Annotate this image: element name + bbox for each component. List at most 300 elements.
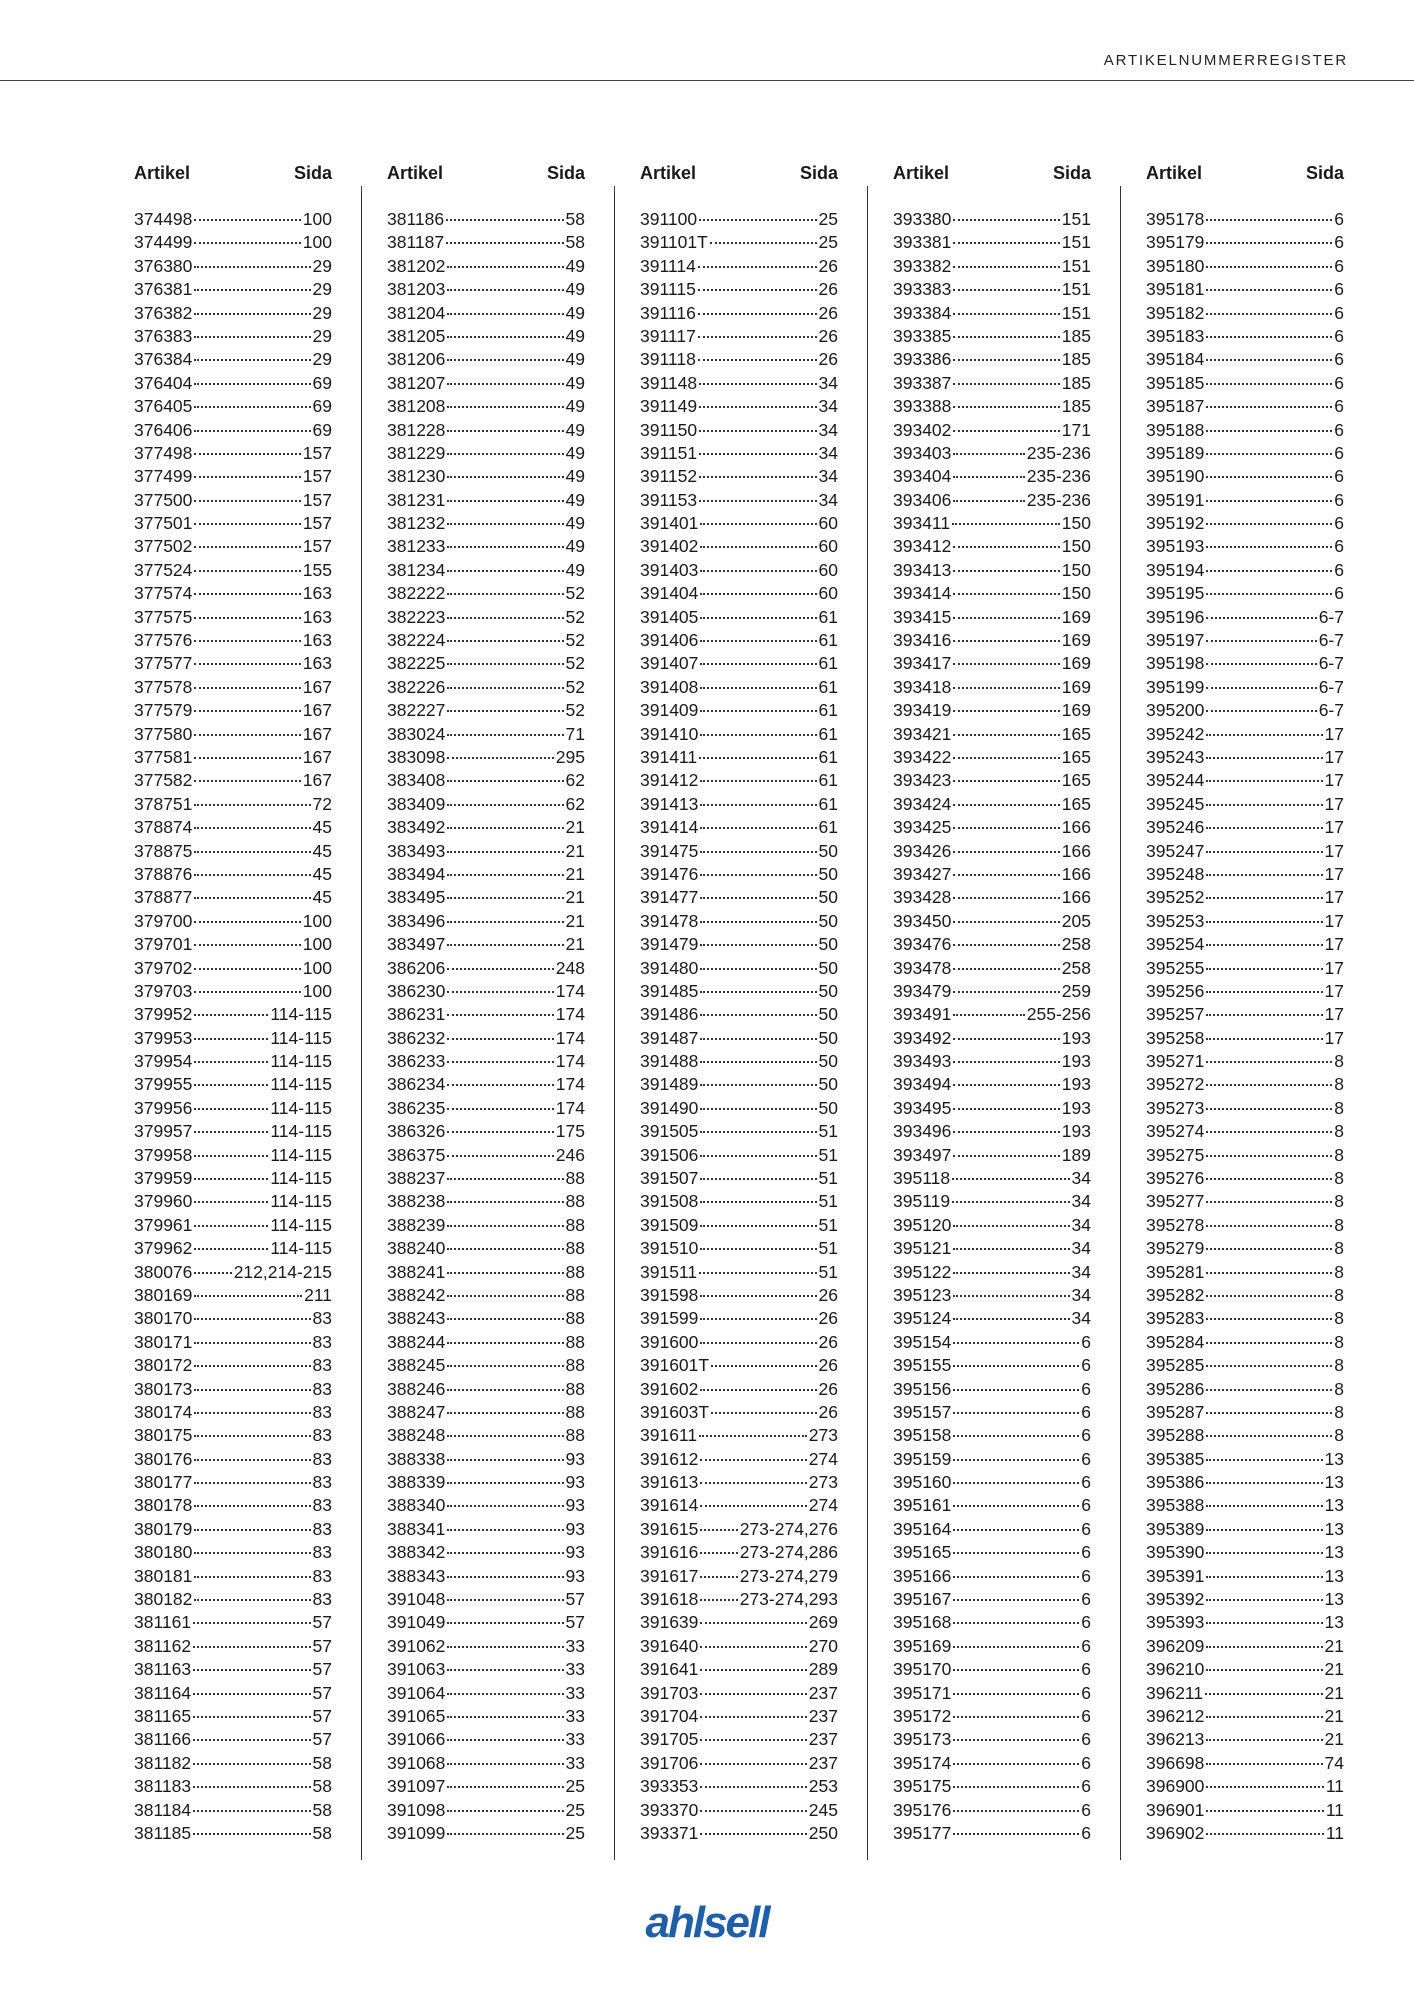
page-reference: 49 (565, 349, 585, 370)
index-row (1146, 1050, 1344, 1073)
column-body (893, 208, 1091, 1845)
index-row (893, 1494, 1091, 1517)
index-row (134, 442, 332, 465)
article-number: 393386 (893, 349, 952, 370)
dot-leader (700, 1178, 816, 1180)
page-reference: 165 (1061, 746, 1091, 767)
index-row (387, 1565, 585, 1588)
index-row (134, 535, 332, 558)
dot-leader (1206, 593, 1332, 595)
article-number: 391641 (640, 1659, 699, 1680)
article-number: 393491 (893, 1004, 952, 1025)
dot-leader (700, 804, 816, 806)
dot-leader (194, 921, 300, 923)
page-reference: 50 (818, 1097, 838, 1118)
page-reference: 88 (565, 1378, 585, 1399)
page-reference: 8 (1334, 1261, 1344, 1282)
dot-leader (193, 1739, 310, 1741)
index-row (387, 1144, 585, 1167)
page-reference: 6 (1081, 1682, 1091, 1703)
article-number: 391639 (640, 1612, 699, 1633)
article-number: 395256 (1146, 980, 1205, 1001)
dot-leader (447, 1763, 563, 1765)
page-reference: 150 (1061, 513, 1091, 534)
dot-leader (1206, 1248, 1332, 1250)
index-row (134, 395, 332, 418)
page-reference: 33 (565, 1682, 585, 1703)
index-row (640, 1003, 838, 1026)
index-row (640, 1424, 838, 1447)
article-number: 395158 (893, 1425, 952, 1446)
index-row (893, 1073, 1091, 1096)
dot-leader (1206, 897, 1322, 899)
index-row (387, 1214, 585, 1237)
page-reference: 51 (818, 1214, 838, 1235)
dot-leader (1206, 1014, 1322, 1016)
article-number: 381232 (387, 513, 446, 534)
article-number: 395272 (1146, 1074, 1205, 1095)
dot-leader (194, 1108, 268, 1110)
dot-leader (447, 359, 563, 361)
article-number: 391475 (640, 840, 699, 861)
article-number: 388237 (387, 1168, 446, 1189)
index-row (1146, 1144, 1344, 1167)
index-row (640, 1541, 838, 1564)
index-row (134, 606, 332, 629)
index-row (640, 1284, 838, 1307)
article-number: 391065 (387, 1706, 446, 1726)
dot-leader (1206, 313, 1332, 315)
page-reference: 57 (312, 1659, 332, 1680)
dot-leader (953, 757, 1059, 759)
index-row (640, 1401, 838, 1424)
index-row (1146, 1658, 1344, 1681)
page-reference: 88 (565, 1238, 585, 1259)
index-row (893, 1635, 1091, 1658)
article-number: 391509 (640, 1214, 699, 1235)
index-row (1146, 863, 1344, 886)
dot-leader (953, 944, 1059, 946)
index-row (893, 1097, 1091, 1120)
article-number: 376383 (134, 325, 193, 346)
article-number: 395393 (1146, 1612, 1205, 1633)
article-number: 393370 (640, 1799, 699, 1820)
article-number: 391616 (640, 1542, 699, 1563)
index-row (387, 1307, 585, 1330)
page-reference: 83 (312, 1542, 332, 1563)
dot-leader (1206, 1763, 1322, 1765)
article-number: 391152 (640, 466, 698, 487)
article-number: 391599 (640, 1308, 699, 1329)
page-reference: 21 (565, 887, 585, 908)
page-reference: 6 (1334, 232, 1344, 253)
dot-leader (194, 593, 300, 595)
article-number: 395120 (893, 1214, 952, 1235)
page-reference: 93 (565, 1472, 585, 1493)
page-reference: 17 (1324, 887, 1344, 908)
index-row (640, 231, 838, 254)
article-number: 393479 (893, 980, 952, 1001)
page-reference: 45 (312, 887, 332, 908)
article-number: 395165 (893, 1542, 952, 1563)
article-number: 395274 (1146, 1121, 1205, 1142)
dot-leader (1206, 266, 1332, 268)
index-row (134, 1144, 332, 1167)
dot-leader (1206, 1529, 1322, 1531)
dot-leader (953, 1599, 1079, 1601)
page-reference: 88 (565, 1261, 585, 1282)
article-number: 391097 (387, 1776, 446, 1797)
article-number: 393426 (893, 840, 952, 861)
page-reference: 17 (1324, 840, 1344, 861)
dot-leader (194, 1599, 310, 1601)
index-row (893, 419, 1091, 442)
dot-leader (953, 804, 1059, 806)
index-row (387, 1378, 585, 1401)
article-number: 391049 (387, 1612, 446, 1633)
page-reference: 17 (1324, 980, 1344, 1001)
article-number: 393415 (893, 606, 952, 627)
index-row (1146, 1378, 1344, 1401)
page-reference: 6 (1334, 255, 1344, 276)
index-row (1146, 231, 1344, 254)
page-reference: 189 (1061, 1144, 1091, 1165)
index-row (893, 863, 1091, 886)
index-row (640, 1144, 838, 1167)
page-reference: 61 (818, 606, 838, 627)
page-reference: 34 (1071, 1168, 1091, 1189)
article-number: 380076 (134, 1261, 193, 1282)
index-row (893, 1565, 1091, 1588)
article-number: 381186 (387, 209, 445, 229)
dot-leader (193, 1786, 310, 1788)
page-reference: 167 (302, 723, 332, 744)
article-number: 393418 (893, 676, 952, 697)
dot-leader (1206, 406, 1332, 408)
page-reference: 93 (565, 1542, 585, 1563)
index-row (134, 465, 332, 488)
index-row (134, 1494, 332, 1517)
page-reference: 34 (818, 442, 838, 463)
article-number: 391404 (640, 583, 699, 604)
dot-leader (447, 1108, 553, 1110)
dot-leader (447, 1482, 563, 1484)
dot-leader (1206, 336, 1332, 338)
dot-leader (700, 1248, 816, 1250)
dot-leader (1206, 500, 1332, 502)
article-number: 388239 (387, 1214, 446, 1235)
article-number: 391114 (640, 255, 696, 276)
page-reference: 71 (565, 723, 585, 744)
dot-leader (953, 1786, 1079, 1788)
page-reference: 157 (302, 466, 332, 487)
dot-leader (1205, 1693, 1322, 1695)
article-number: 377578 (134, 676, 193, 697)
page-reference: 6 (1081, 1659, 1091, 1680)
page-reference: 205 (1061, 910, 1091, 931)
article-number: 393411 (893, 513, 951, 534)
dot-leader (953, 851, 1059, 853)
article-number: 393427 (893, 863, 952, 884)
article-number: 391603T (640, 1401, 710, 1422)
dot-leader (953, 1061, 1059, 1063)
article-number: 388244 (387, 1331, 446, 1352)
index-row (893, 1050, 1091, 1073)
index-row (387, 1682, 585, 1705)
article-number: 379701 (134, 934, 193, 955)
dot-leader (953, 266, 1059, 268)
dot-leader (447, 687, 563, 689)
dot-leader (194, 1318, 310, 1320)
article-number: 395173 (893, 1729, 952, 1750)
page-reference: 6 (1334, 325, 1344, 346)
article-number: 383495 (387, 887, 446, 908)
dot-leader (194, 1365, 310, 1367)
article-number: 395196 (1146, 606, 1205, 627)
page-reference: 8 (1334, 1168, 1344, 1189)
index-row (134, 1331, 332, 1354)
index-row (134, 1284, 332, 1307)
index-row (134, 840, 332, 863)
page-reference: 237 (808, 1729, 838, 1750)
article-number: 393412 (893, 536, 952, 557)
index-row (387, 652, 585, 675)
index-row (134, 699, 332, 722)
page-reference: 57 (565, 1589, 585, 1610)
dot-leader (1206, 1272, 1332, 1274)
article-number: 395122 (893, 1261, 952, 1282)
index-row (640, 1518, 838, 1541)
dot-leader (194, 1178, 268, 1180)
index-row (640, 1611, 838, 1634)
index-row (134, 231, 332, 254)
dot-leader (953, 1155, 1059, 1157)
article-number: 393423 (893, 770, 952, 791)
index-row (387, 1073, 585, 1096)
index-row (134, 793, 332, 816)
page-reference: 88 (565, 1214, 585, 1235)
page-reference: 235-236 (1026, 489, 1091, 510)
page-reference: 83 (312, 1518, 332, 1539)
column-header-page: Sida (1305, 162, 1344, 183)
article-number: 380181 (134, 1565, 193, 1586)
page-reference: 6 (1334, 279, 1344, 300)
article-number: 381184 (134, 1799, 192, 1820)
article-number: 383024 (387, 723, 446, 744)
index-row (893, 769, 1091, 792)
dot-leader (194, 242, 300, 244)
dot-leader (447, 1014, 553, 1016)
article-number: 391614 (640, 1495, 699, 1516)
dot-leader (194, 874, 310, 876)
article-number: 395200 (1146, 700, 1205, 721)
article-number: 395277 (1146, 1191, 1205, 1212)
page-reference: 273-274,276 (739, 1518, 838, 1539)
page-reference: 29 (312, 255, 332, 276)
page-reference: 6 (1081, 1822, 1091, 1843)
article-number: 395283 (1146, 1308, 1205, 1329)
index-row (1146, 512, 1344, 535)
page-reference: 13 (1324, 1448, 1344, 1469)
page-reference: 34 (1071, 1308, 1091, 1329)
page-reference: 114-115 (270, 1238, 332, 1259)
page-reference: 83 (312, 1472, 332, 1493)
page-reference: 6 (1081, 1472, 1091, 1493)
column-header-page: Sida (546, 162, 585, 183)
index-row (640, 582, 838, 605)
index-row (640, 629, 838, 652)
page-reference: 8 (1334, 1238, 1344, 1259)
dot-leader (194, 359, 310, 361)
dot-leader (953, 289, 1059, 291)
article-number: 377500 (134, 489, 193, 510)
dot-leader (194, 1295, 302, 1297)
article-number: 395392 (1146, 1589, 1205, 1610)
article-number: 395285 (1146, 1355, 1205, 1376)
article-number: 382227 (387, 700, 446, 721)
dot-leader (700, 1318, 816, 1320)
index-row (1146, 1167, 1344, 1190)
index-row (640, 1565, 838, 1588)
page-reference: 6 (1081, 1495, 1091, 1516)
dot-leader (1206, 1201, 1332, 1203)
article-number: 395189 (1146, 442, 1205, 463)
column-divider (867, 186, 868, 1860)
article-number: 391063 (387, 1659, 446, 1680)
article-number: 380177 (134, 1472, 193, 1493)
dot-leader (194, 1412, 310, 1414)
dot-leader (1206, 968, 1322, 970)
page-reference: 58 (565, 232, 585, 253)
dot-leader (447, 593, 563, 595)
index-row (387, 1658, 585, 1681)
page-reference: 17 (1324, 957, 1344, 978)
column-header (134, 158, 332, 188)
article-number: 377498 (134, 442, 193, 463)
page-reference: 289 (808, 1659, 838, 1680)
article-number: 395181 (1146, 279, 1205, 300)
dot-leader (953, 1529, 1079, 1531)
page-reference: 45 (312, 863, 332, 884)
article-number: 381230 (387, 466, 446, 487)
dot-leader (447, 1833, 563, 1835)
article-number: 395188 (1146, 419, 1205, 440)
index-row (1146, 723, 1344, 746)
article-number: 379953 (134, 1027, 193, 1048)
dot-leader (447, 1810, 563, 1812)
index-row (387, 606, 585, 629)
index-row (1146, 1635, 1344, 1658)
article-number: 378875 (134, 840, 193, 861)
dot-leader (953, 383, 1059, 385)
article-number: 395288 (1146, 1425, 1205, 1446)
page-reference: 169 (1061, 606, 1091, 627)
dot-leader (447, 430, 563, 432)
page-reference: 151 (1061, 279, 1091, 300)
dot-leader (447, 453, 563, 455)
index-row (640, 1588, 838, 1611)
index-row (1146, 1494, 1344, 1517)
index-row (134, 863, 332, 886)
dot-leader (1206, 710, 1316, 712)
page-reference: 26 (818, 1355, 838, 1376)
dot-leader (447, 710, 563, 712)
article-number: 395248 (1146, 863, 1205, 884)
dot-leader (194, 313, 310, 315)
index-row (893, 1822, 1091, 1845)
page-reference: 114-115 (270, 1168, 332, 1189)
page-reference: 52 (565, 630, 585, 651)
dot-leader (700, 1810, 806, 1812)
index-row (640, 489, 838, 512)
dot-leader (194, 804, 310, 806)
page-reference: 169 (1061, 653, 1091, 674)
index-row (134, 910, 332, 933)
article-number: 395174 (893, 1752, 952, 1773)
article-number: 393478 (893, 957, 952, 978)
index-row (640, 325, 838, 348)
article-number: 391405 (640, 606, 699, 627)
article-number: 391149 (640, 396, 698, 417)
page-reference: 17 (1324, 1004, 1344, 1025)
dot-leader (952, 523, 1060, 525)
dot-leader (710, 242, 817, 244)
article-number: 395170 (893, 1659, 952, 1680)
index-row (1146, 957, 1344, 980)
index-row (134, 1541, 332, 1564)
dot-leader (699, 476, 816, 478)
article-number: 388241 (387, 1261, 446, 1282)
article-number: 379962 (134, 1238, 193, 1259)
dot-leader (1206, 1084, 1332, 1086)
dot-leader (953, 1412, 1079, 1414)
article-number: 396698 (1146, 1752, 1205, 1773)
dot-leader (700, 1599, 737, 1601)
dot-leader (1206, 546, 1332, 548)
dot-leader (194, 1459, 310, 1461)
index-row (134, 559, 332, 582)
index-row (134, 1728, 332, 1751)
dot-leader (953, 1763, 1079, 1765)
page-reference: 26 (818, 325, 838, 346)
article-number: 391489 (640, 1074, 699, 1095)
index-row (893, 465, 1091, 488)
page-reference: 255-256 (1026, 1004, 1091, 1025)
index-column-5 (1146, 158, 1344, 1845)
page-reference: 61 (818, 723, 838, 744)
dot-leader (447, 1155, 553, 1157)
dot-leader (1206, 1833, 1323, 1835)
page-reference: 235-236 (1026, 442, 1091, 463)
article-number: 377501 (134, 513, 193, 534)
article-number: 395258 (1146, 1027, 1205, 1048)
page-reference: 174 (555, 1097, 585, 1118)
column-header-article: Artikel (134, 162, 191, 183)
index-row (640, 348, 838, 371)
article-number: 391485 (640, 980, 699, 1001)
article-number: 395172 (893, 1706, 952, 1726)
index-row (640, 699, 838, 722)
column-header-page: Sida (293, 162, 332, 183)
article-number: 391414 (640, 817, 699, 838)
page-reference: 34 (1071, 1238, 1091, 1259)
dot-leader (447, 336, 563, 338)
dot-leader (194, 1201, 268, 1203)
article-number: 391705 (640, 1729, 699, 1750)
index-row (640, 1331, 838, 1354)
article-number: 396213 (1146, 1729, 1205, 1750)
index-row (134, 582, 332, 605)
